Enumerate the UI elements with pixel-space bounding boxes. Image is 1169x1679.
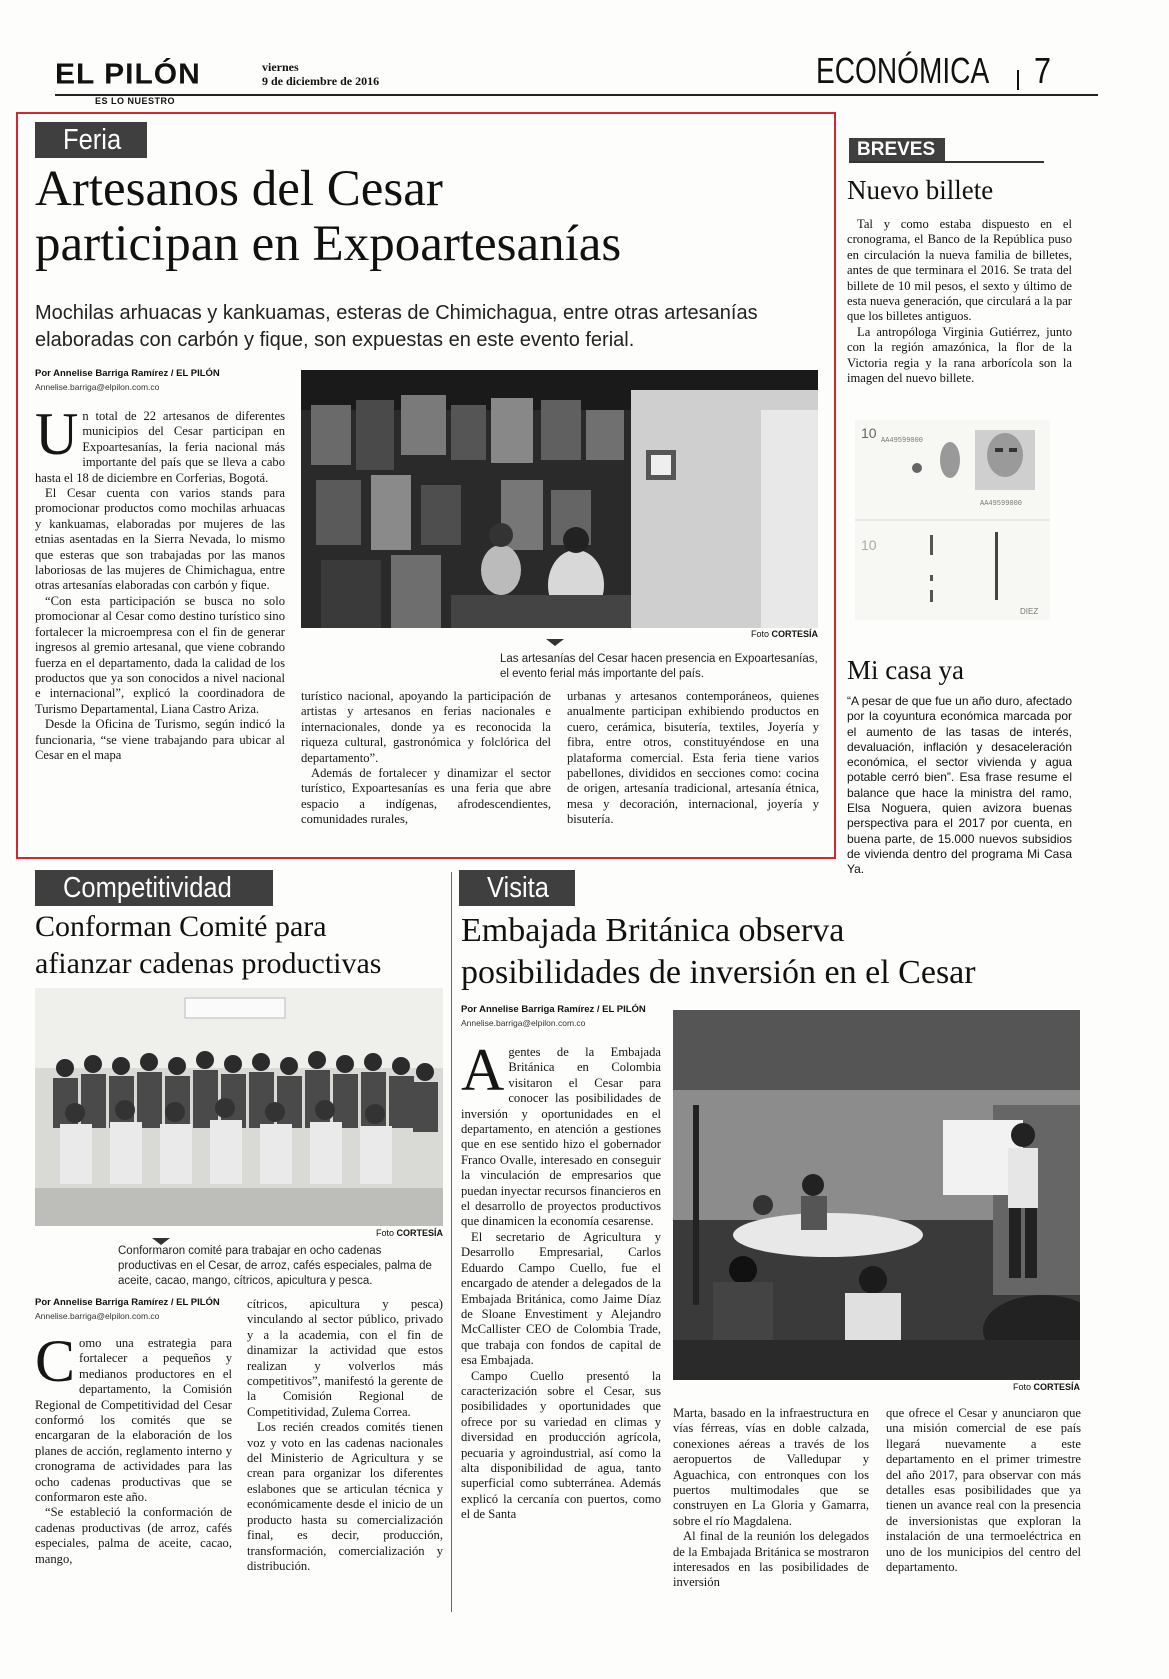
lead-dropcap: U bbox=[35, 401, 79, 467]
banknote-image bbox=[855, 420, 1050, 620]
lead-deck: Mochilas arhuacas y kankuamas, esteras de Chimichagua, entre otras artesanías elaboradas con carbón y fique, son expuestas en este evento ferial. bbox=[35, 302, 758, 351]
lead-photo-caption: Las artesanías del Cesar hacen presencia en Expoartesanías, el evento ferial más importante del país. bbox=[500, 653, 818, 680]
banknote-word: DIEZ bbox=[1020, 607, 1039, 616]
newspaper-logo: EL PILÓN bbox=[55, 58, 201, 91]
visita-kicker: Visita bbox=[459, 870, 575, 906]
banknote-denomination-top: 10 bbox=[861, 425, 877, 441]
brief-2-body: “A pesar de que fue un año duro, afectado por la coyuntura económica marcada por el aumento de las tasas de interés, devaluación, inflación y desaceleración económica, el sector vivienda y agua potable cerró bien”. Esa frase resume el balance que hace la ministra del ramo, Elsa Noguera, quien avizora buenas perspectiva para el 2017 por cuenta, en buena parte, de 15.000 nuevos subsidios de vivienda dentro del programa Mi Casa Ya. bbox=[847, 694, 1072, 877]
breves-label: BREVES bbox=[849, 138, 945, 162]
lead-column-1: Un total de 22 artesanos de diferentes municipios del Cesar participan en Expoartesanías, la feria nacional más importante del país que se lleva a cabo hasta el 18 de diciembre en Corferias, Bogotá. El Cesar cuenta con varios stands para promocionar productos como mochilas arhuacas y kankuamas, elaboradas por mujeres de las etnias asentadas en la Sierra Nevada, lo mismo que esteras que son trabajadas por las manos laboriosas de las mujeres de Chimichagua, entre otras artesanías elaboradas con carbón y fique. “Con esta participación se busca no solo promocionar al Cesar como destino turístico sino fortalecer la microempresa con el fin de generar ingresos al gremio artesanal, que viene cobrando fuerza en el departamento, dada la calidad de los productos que ya son conocidos a nivel nacional e internacional”, explicó la coordinadora de Turismo Departamental, Liana Castro Ariza. Desde la Oficina de Turismo, según indicó la funcionaria, “se viene trabajando para ubicar al Cesar en el mapa bbox=[35, 401, 285, 762]
brief-1-body: Tal y como estaba dispuesto en el cronograma, el Banco de la República puso en circulación la nueva familia de billetes, antes de que terminara el 2016. Se trata del billete de 10 mil pesos, el sexto y último de esta nueva generación, que circulará a la par que los billetes antiguos. La antropóloga Virginia Gutiérrez, junto con la región amazónica, la flor de la Victoria regia y la rana arborícola son la imagen del nuevo billete. bbox=[847, 217, 1072, 386]
visita-dropcap: A bbox=[461, 1037, 505, 1103]
lead-column-2: turístico nacional, apoyando la participación de artistas y artesanos en ferias nacionales e internacionales, donde ya es reconocida la riqueza cultural, gastronómica y folclórica del departamento”. Además de fortalecer y dinamizar el sector turístico, Expoartesanías es una feria que abre espacio a indígenas, afrodescendientes, comunidades rurales, bbox=[301, 689, 551, 827]
lead-headline: Artesanos del Cesar participan en Expoartesanías bbox=[35, 161, 622, 273]
section-name: ECONÓMICA bbox=[816, 50, 990, 91]
competitividad-photo-caption: Conformaron comité para trabajar en ocho cadenas productivas en el Cesar, de arroz, cafés especiales, palma de aceite, cacao, mango, cítricos, apicultura y pesca. bbox=[118, 1245, 432, 1287]
lead-photo-credit: Foto CORTESÍA bbox=[750, 629, 818, 639]
banknote-serial-bottom: AA49599000 bbox=[980, 500, 1023, 508]
breves-rule bbox=[849, 161, 1044, 163]
lead-kicker: Feria bbox=[35, 122, 147, 158]
competitividad-column-2: cítricos, apicultura y pesca) vinculando al sector público, privado y a la academia, con el fin de dinamizar la actividad que estos realizan y volverlos más competitivos”, manifestó la gerente de la Comisión Regional de Competitividad, Zulema Correa. Los recién creados comités tienen voz y voto en las cadenas nacionales del Ministerio de Agricultura y se crean para organizar los diferentes eslabones que se articulan técnica y económicamente desde el inicio de un producto hasta su comercialización final, es decir, producción, transformación, comercialización y distribución. bbox=[247, 1297, 443, 1573]
competitividad-column-1: Como una estrategia para fortalecer a pequeños y medianos productores en el departamento, la Comisión Regional de Competitividad del Cesar conformó los comités que se encargaran de la elaboración de los planes de acción, reglamento interno y cronograma de actividades para las ocho cadenas productivas que se conformaron este año. “Se estableció la conformación de cadenas productivas (de arroz, cafés especiales, palma de aceite, cacao, mango, bbox=[35, 1328, 232, 1566]
visita-photo-credit: Foto CORTESÍA bbox=[1012, 1382, 1080, 1392]
visita-column-1: Agentes de la Embajada Británica en Colombia visitaron el Cesar para conocer las posibilidades de inversión y oportunidades en el departamento, en atención a gestiones que en ese sentido hizo el gobernador Franco Ovalle, interesado en conseguir la vinculación de empresarios que puedan inyectar recursos financieros en el desarrollo de proyectos productivos que dinamicen la economía cesarense. El secretario de Agricultura y Desarrollo Empresarial, Carlos Eduardo Campo Cuello, fue el encargado de atender a delegados de la Embajada Británica, como Jaime Díaz de Sloane Envestiment y Alejandro McCallister CEO de Colombia Trade, que trabaja con fondos de capital de esa Embajada. Campo Cuello presentó la caracterización sobre el Cesar, sus posibilidades y oportunidades que ofrece por su variedad en climas y diversidad en producción agrícola, pecuaria y agroindustrial, así como la alta disponibilidad de agua, tanto superficial como subterránea. Además explicó la cercanía con puertos, como el de Santa bbox=[461, 1037, 661, 1522]
visita-column-2: Marta, basado en la infraestructura en vías férreas, vías en doble calzada, conexiones aéreas a través de los aeropuertos de Valledupar y Aguachica, con entronques con los puertos multimodales que se construyen en La Gloria y Gamarra, sobre el río Magdalena. Al final de la reunión los delegados de la Embajada Británica se mostraron interesados en las posibilidades de inversión bbox=[673, 1406, 869, 1590]
embajada-meeting-photo bbox=[673, 1010, 1080, 1380]
competitividad-dropcap: C bbox=[35, 1328, 76, 1394]
competitividad-byline: Por Annelise Barriga Ramírez / EL PILÓN Annelise.barriga@elpilon.com.co bbox=[35, 1297, 220, 1321]
column-divider bbox=[451, 872, 452, 1612]
comite-meeting-photo bbox=[35, 988, 443, 1226]
banknote-serial-top: AA49599000 bbox=[881, 437, 924, 445]
banknote-denomination-back: 10 bbox=[861, 537, 877, 553]
visita-byline: Por Annelise Barriga Ramírez / EL PILÓN Annelise.barriga@elpilon.com.co bbox=[461, 1004, 646, 1028]
competitividad-kicker: Competitividad bbox=[35, 870, 273, 906]
page-number-separator bbox=[1017, 70, 1019, 90]
issue-date bbox=[262, 60, 379, 88]
lead-byline: Por Annelise Barriga Ramírez / EL PILÓN Annelise.barriga@elpilon.com.co bbox=[35, 368, 220, 392]
page-number: 7 bbox=[1034, 50, 1052, 91]
issue-weekday: viernes bbox=[262, 60, 299, 74]
lead-caption-marker bbox=[546, 639, 564, 646]
brief-2-title: Mi casa ya bbox=[847, 655, 964, 685]
newspaper-tagline: ES LO NUESTRO bbox=[95, 96, 176, 106]
competitividad-photo-credit: Foto CORTESÍA bbox=[375, 1228, 443, 1238]
brief-1-title: Nuevo billete bbox=[847, 175, 994, 205]
masthead-rule bbox=[55, 94, 1098, 96]
competitividad-headline: Conforman Comité para afianzar cadenas productivas bbox=[35, 910, 382, 980]
expoartesanias-stand-photo bbox=[301, 370, 818, 628]
issue-full-date: 9 de diciembre de 2016 bbox=[262, 74, 380, 88]
visita-column-3: que ofrece el Cesar y anunciaron que una misión comercial de ese país llegará nuevamente a este departamento en el primer trimestre del año 2017, para observar con más detalles esas posibilidades que ya tienen un avance real con la presencia de inversionistas que exploran la instalación de una termoeléctrica en uno de los municipios del centro del departamento. bbox=[886, 1406, 1081, 1575]
lead-column-3: urbanas y artesanos contemporáneos, quienes anualmente participan exhibiendo productos en cuero, cerámica, bisutería, textiles, Joyería y fibra, entre otros, constituyéndose en una plataforma comercial. Esta feria tiene varios pabellones, divididos en secciones como: cocina de origen, artesanía tradicional, artesanía étnica, mesa y decoración, internacional, joyería y bisutería. bbox=[567, 689, 819, 827]
visita-headline: Embajada Británica observa posibilidades de inversión en el Cesar bbox=[461, 912, 976, 991]
